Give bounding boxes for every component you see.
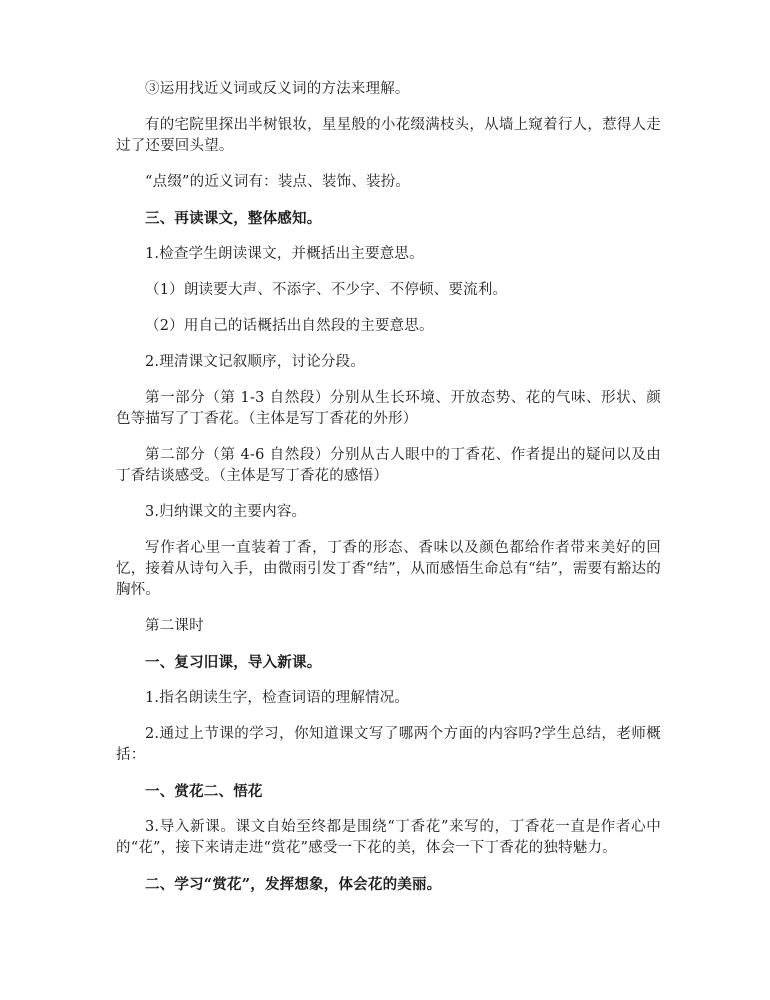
document-page [116, 79, 661, 910]
heading-second-lesson: 第二课时 [145, 618, 204, 634]
paragraph-summary: 写作者心里一直装着丁香，丁香的形态、香味以及颜色都给作者带来美好的回忆，接着从诗句入手，由微雨引发丁香“结”，从而感悟生命总有“结”，需要有豁达的胸怀。 [116, 540, 661, 598]
paragraph-method-note: ③运用找近义词或反义词的方法来理解。 [145, 81, 410, 97]
paragraph-step-1: 1.检查学生朗读课文，并概括出主要意思。 [145, 246, 424, 262]
paragraph-review-step-2: 2.通过上节课的学习，你知道课文写了哪两个方面的内容吗?学生总结，老师概括： [116, 726, 661, 763]
heading-review: 一、复习旧课，导入新课。 [145, 654, 322, 671]
paragraph-quote-sentence: 有的宅院里探出半树银妆，星星般的小花缀满枝头，从墙上窥着行人，惹得人走过了还要回头望。 [116, 117, 661, 154]
paragraph-part-two: 第二部分（第 4-6 自然段）分别从古人眼中的丁香花、作者提出的疑问以及由丁香结谈感受。（主体是写丁香花的感悟） [116, 447, 661, 484]
heading-section-two: 二、学习“赏花”，发挥想象，体会花的美丽。 [145, 876, 442, 893]
paragraph-part-one: 第一部分（第 1-3 自然段）分别从生长环境、开放态势、花的气味、形状、颜色等描写了丁香花。（主体是写丁香花的外形） [116, 390, 661, 427]
paragraph-substep-2: （2）用自己的话概括出自然段的主要意思。 [145, 318, 434, 334]
paragraph-step-2: 2.理清课文记叙顺序，讨论分段。 [145, 354, 366, 370]
paragraph-synonyms: “点缀”的近义词有：装点、装饰、装扮。 [145, 174, 411, 190]
paragraph-review-step-3: 3.导入新课。课文自始至终都是围绕“丁香花”来写的，丁香花一直是作者心中的“花”，接下来请走进“赏花”感受一下花的美，体会一下丁香花的独特魅力。 [116, 819, 661, 856]
paragraph-step-3: 3.归纳课文的主要内容。 [145, 504, 307, 520]
paragraph-review-step-1: 1.指名朗读生字，检查词语的理解情况。 [145, 690, 410, 706]
heading-section-three: 三、再读课文，整体感知。 [145, 210, 322, 227]
paragraph-substep-1: （1）朗读要大声、不添字、不少字、不停顿、要流利。 [145, 282, 508, 298]
heading-two-aspects: 一、赏花二、悟花 [145, 783, 263, 800]
